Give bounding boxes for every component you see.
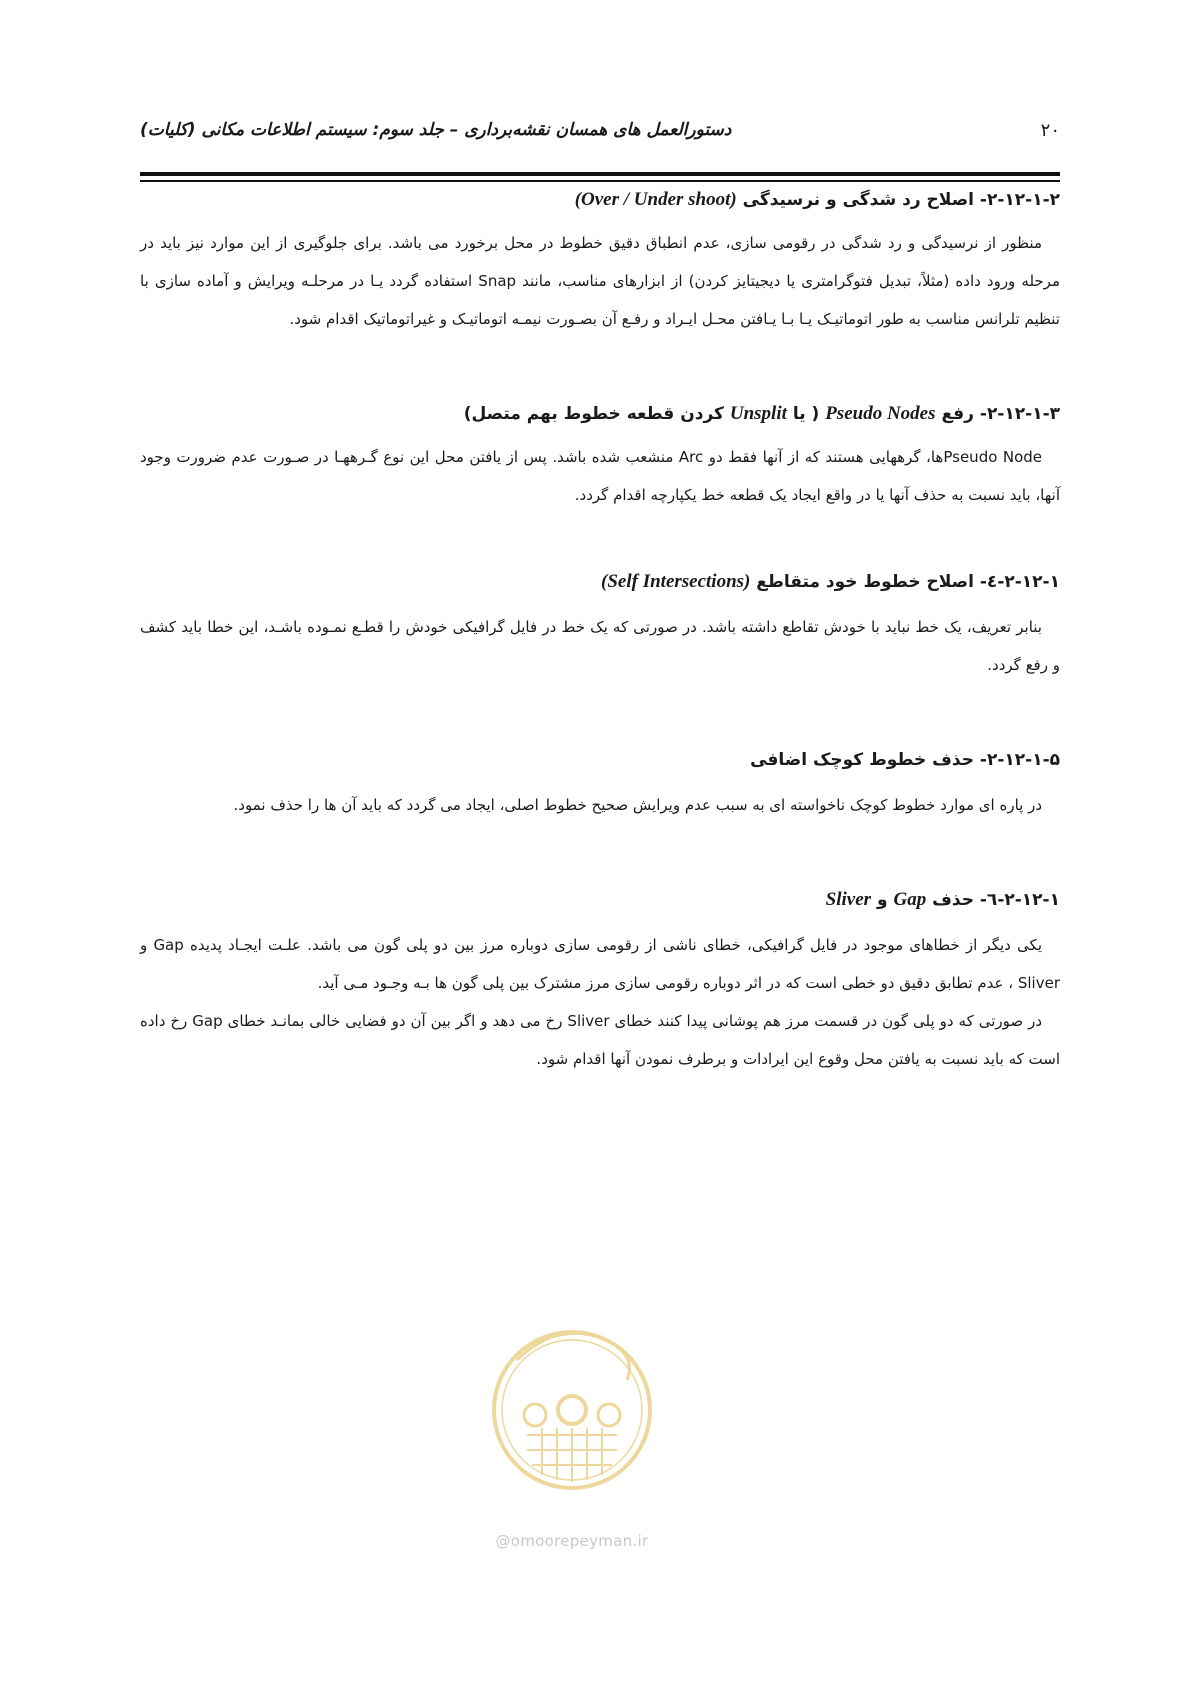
section-paragraph: در صورتی که دو پلی گون در قسمت مرز هم پوشانی پیدا کنند خطای Sliver رخ می دهد و اگر بین آن دو فضایی خالی بمانـد خطای Gap رخ داده است که باید نسبت به یافتن محل وقوع این ایرادات و برطرف نمودن آنها اقدام شود. — [140, 1012, 1060, 1068]
heading-mid: و — [876, 890, 888, 910]
section-gap-sliver — [140, 886, 1060, 1078]
section-paragraph: منظور از نرسیدگی و رد شدگی در رقومی سازی، عدم انطباق دقیق خطوط در محل برخورد می باشد. برای جلوگیری از این موارد نیز باید در مرحله ورود داده (مثلاً، تبدیل فتوگرامتری یا دیجیتایز کردن) از ابزارهای مناسب، مانند Snap استفاده گردد یـا در مرحلـه ویرایش و آماده سازی با تنظیم تلرانس مناسب به طور اتوماتیـک یـا بـا یـافتن محـل ایـراد و رفـع آن بصـورت نیمـه اتوماتیـک و غیراتوماتیک اقدام شود. — [140, 234, 1060, 328]
section-small-lines — [140, 746, 1060, 824]
heading-text: ۲-۱۲-۱-۲- اصلاح رد شدگی و نرسیدگی — [742, 190, 1060, 210]
page-header — [140, 120, 1060, 160]
section-paragraph: در پاره ای موارد خطوط کوچک ناخواسته ای به سبب عدم ویرایش صحیح خطوط اصلی، ایجاد می گردد که باید آن ها را حذف نمود. — [233, 796, 1042, 814]
heading-latin: Gap — [893, 889, 927, 910]
heading-text: ۲-۱۲-۱-٦- حذف — [932, 890, 1060, 910]
heading-latin-2: Unsplit — [729, 403, 787, 424]
heading-text: ۲-۱۲-۱-۵- حذف خطوط کوچک اضافی — [750, 750, 1060, 770]
page-number: ۲۰ — [1040, 120, 1060, 141]
section-heading — [140, 746, 1060, 774]
heading-latin: (Self Intersections) — [601, 571, 751, 592]
section-paragraph: یکی دیگر از خطاهای موجود در فایل گرافیکی، خطای ناشی از رقومی سازی دوباره مرز بین دو پلی گون می باشد. علـت ایجـاد پدیده Gap و Sliver ، عدم تطابق دقیق دو خطی است که در اثر دوباره رقومی سازی مرز مشترک بین پلی گون ها بـه وجـود مـی آید. — [140, 936, 1060, 992]
watermark-url: @omoorepeyman.ir — [495, 1532, 649, 1550]
page-content — [140, 186, 1060, 1078]
section-over-under-shoot — [140, 186, 1060, 338]
header-title: دستورالعمل های همسان نقشه‌برداری – جلد سوم: سیستم اطلاعات مکانی (کلیات) — [140, 120, 732, 140]
heading-text: ۲-۱۲-۱-۳- رفع — [941, 404, 1060, 424]
section-heading — [140, 400, 1060, 428]
header-rule-thin — [140, 180, 1060, 182]
header-rule-thick — [140, 172, 1060, 176]
heading-end: کردن قطعه خطوط بهم متصل) — [463, 404, 724, 424]
heading-text: ۲-۱۲-۱-٤- اصلاح خطوط خود متقاطع — [756, 572, 1060, 592]
section-heading — [140, 886, 1060, 914]
section-pseudo-nodes — [140, 400, 1060, 514]
section-paragraph: Pseudo Nodeها، گرههایی هستند که از آنها فقط دو Arc منشعب شده باشد. پس از یافتن محل این نوع گـرههـا در صـورت عدم ضرورت وجود آنها، باید نسبت به حذف آنها یا در واقع ایجاد یک قطعه خط یکپارچه اقدام گردد. — [140, 448, 1060, 504]
heading-latin: Pseudo Nodes — [825, 403, 936, 424]
section-heading — [140, 568, 1060, 596]
watermark-seal-icon — [487, 1300, 657, 1520]
section-self-intersections — [140, 568, 1060, 684]
watermark — [487, 1300, 657, 1550]
section-paragraph: بنابر تعریف، یک خط نباید با خودش تقاطع داشته باشد. در صورتی که یک خط در فایل گرافیکی خودش را قطـع نمـوده باشـد، این خطا باید کشف و رفع گردد. — [140, 618, 1060, 674]
heading-latin: (Over / Under shoot) — [574, 189, 737, 210]
heading-latin-2: Sliver — [825, 889, 872, 910]
section-heading — [140, 186, 1060, 214]
heading-mid: ( یا — [792, 404, 820, 424]
